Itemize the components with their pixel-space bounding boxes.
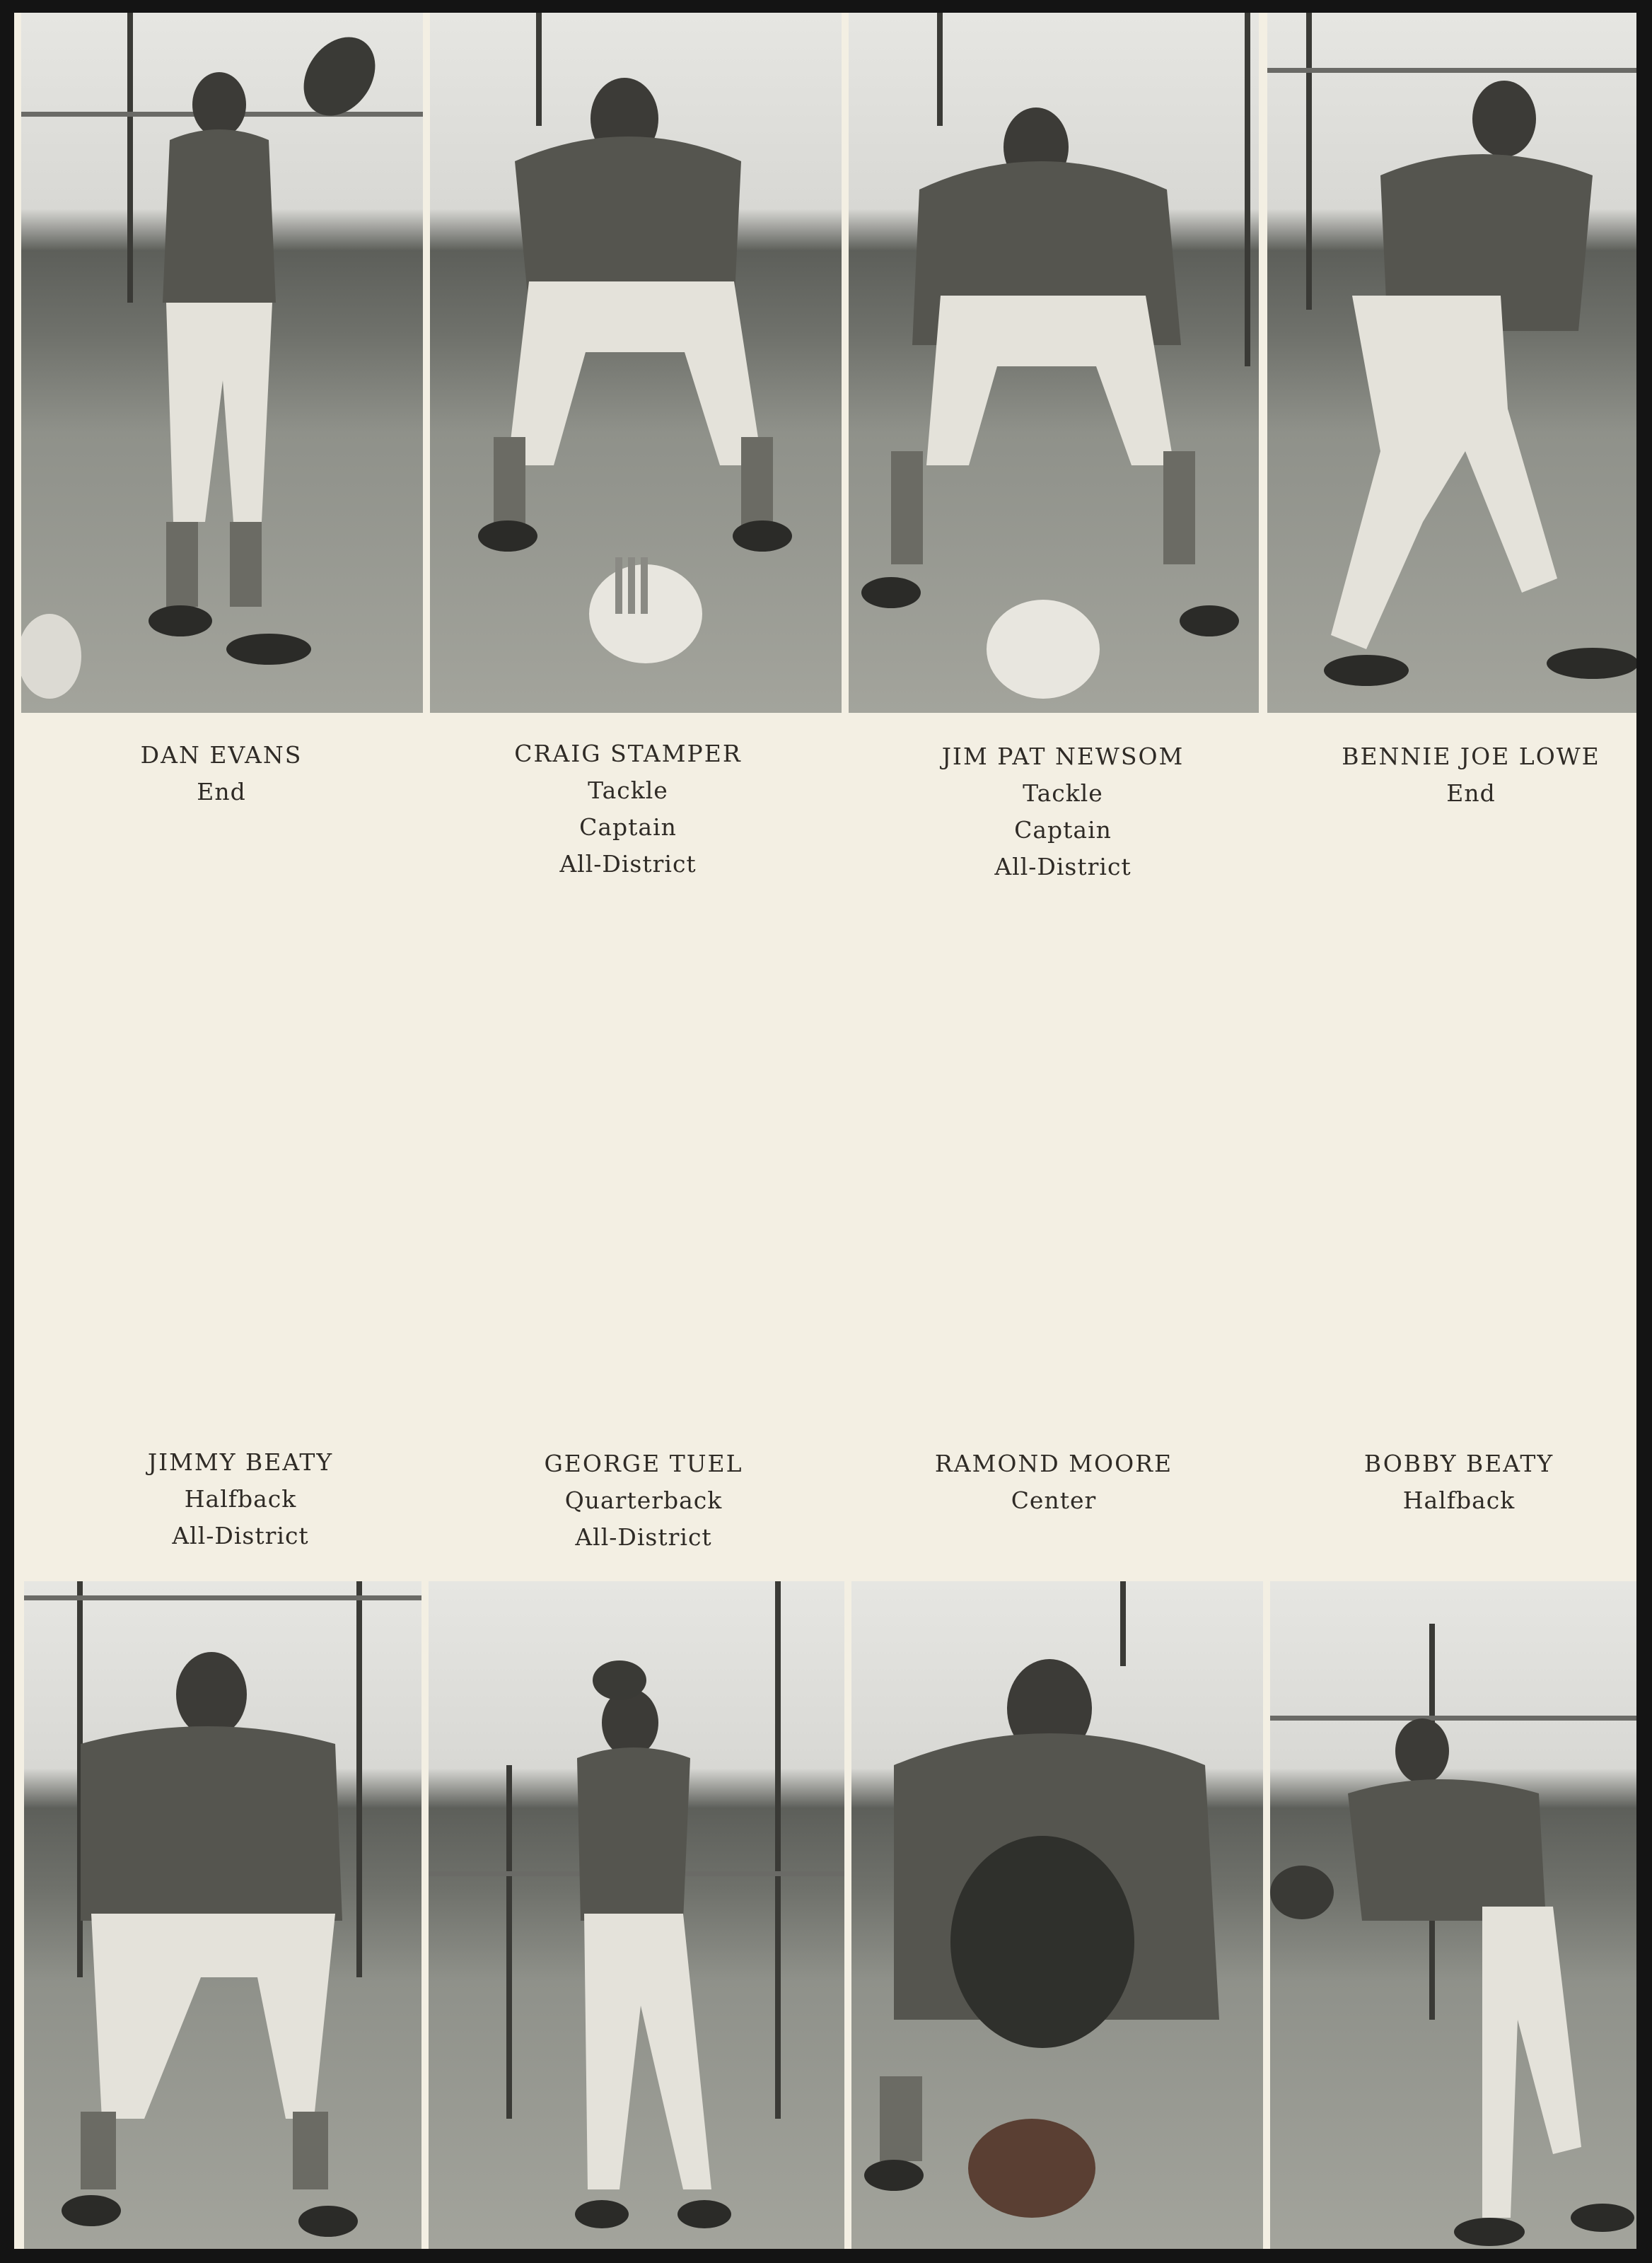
- photo-jim-pat-newsom: [849, 13, 1259, 713]
- caption-bennie-joe-lowe: [1273, 738, 1636, 812]
- photo-bobby-beaty: [1270, 1581, 1636, 2249]
- caption-bobby-beaty: [1261, 1445, 1636, 1519]
- caption-ramond-moore: [856, 1445, 1252, 1519]
- caption-dan-evans: [23, 737, 419, 810]
- caption-george-tuel: [446, 1445, 842, 1556]
- player-honor: All-District: [172, 1522, 309, 1549]
- player-honor: Captain: [1014, 816, 1112, 844]
- photo-dan-evans: [21, 13, 423, 713]
- player-position: Halfback: [184, 1485, 297, 1513]
- caption-craig-stamper: [430, 735, 826, 883]
- player-honor: Captain: [579, 813, 677, 841]
- player-position: End: [197, 778, 246, 805]
- player-name: BOBBY BEATY: [1363, 1450, 1554, 1477]
- player-position: Tackle: [588, 776, 668, 804]
- photo-ramond-moore: [851, 1581, 1263, 2249]
- player-honor: All-District: [559, 850, 697, 878]
- player-position: Tackle: [1023, 779, 1103, 807]
- player-position: Halfback: [1402, 1487, 1516, 1514]
- player-position: Center: [1011, 1487, 1097, 1514]
- player-name: JIMMY BEATY: [147, 1448, 334, 1476]
- player-name: BENNIE JOE LOWE: [1342, 743, 1600, 770]
- photo-george-tuel: [429, 1581, 844, 2249]
- player-name: DAN EVANS: [140, 741, 303, 769]
- photo-jimmy-beaty: [24, 1581, 421, 2249]
- player-honor: All-District: [575, 1523, 712, 1551]
- caption-jimmy-beaty: [42, 1444, 438, 1554]
- player-honor: All-District: [994, 853, 1132, 880]
- player-name: RAMOND MOORE: [934, 1450, 1173, 1477]
- player-position: End: [1446, 779, 1496, 807]
- player-name: CRAIG STAMPER: [514, 740, 742, 767]
- player-position: Quarterback: [564, 1487, 723, 1514]
- caption-jim-pat-newsom: [865, 738, 1261, 885]
- player-name: GEORGE TUEL: [544, 1450, 743, 1477]
- photo-craig-stamper: [430, 13, 842, 713]
- player-name: JIM PAT NEWSOM: [941, 743, 1185, 770]
- photo-bennie-joe-lowe: [1267, 13, 1636, 713]
- yearbook-page: [14, 13, 1636, 2249]
